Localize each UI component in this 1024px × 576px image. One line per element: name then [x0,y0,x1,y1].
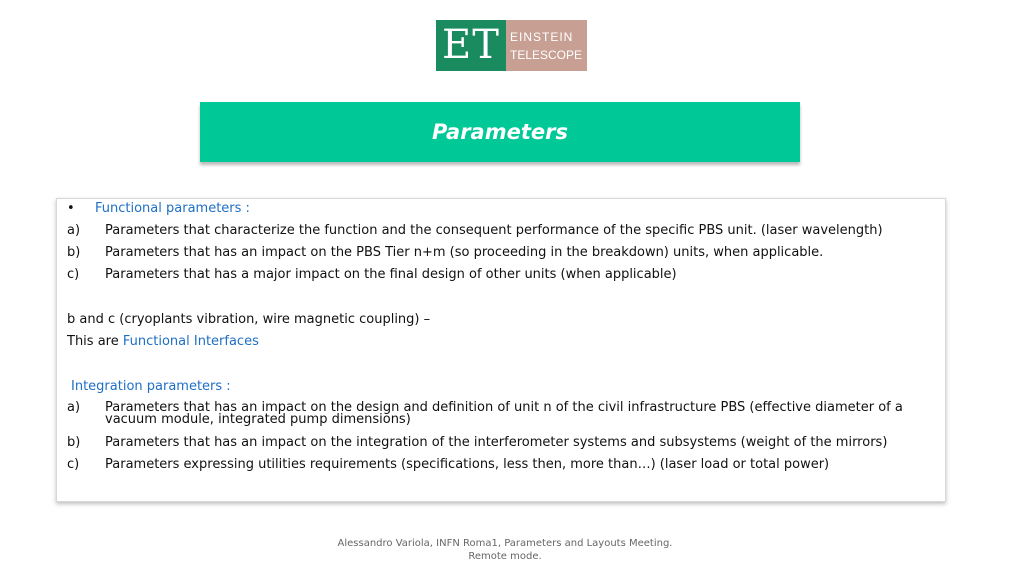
integration-item-a [67,402,907,426]
integration-heading [71,380,231,394]
item-label: a) [67,223,81,238]
footer [0,537,1010,563]
item-text: Parameters that characterize the function and the consequent performance of the specific PBS unit. (laser wavelength) [105,223,883,238]
bullet-icon: • [67,201,75,216]
title-bar [200,102,800,162]
integration-item-c [67,458,829,472]
footer-line-1: Alessandro Variola, INFN Roma1, Parameters and Layouts Meeting. [337,538,673,549]
integration-heading-text: Integration parameters : [71,379,231,394]
functional-item-b [67,246,823,260]
logo-wordmark [506,20,587,71]
item-text: Parameters that has an impact on the PBS Tier n+m (so proceeding in the breakdown) units, when applicable. [105,245,824,260]
item-label: b) [67,245,81,260]
note-line-2 [67,335,259,349]
item-label: a) [67,400,81,415]
item-label: c) [67,267,80,282]
item-label: b) [67,435,81,450]
functional-item-c [67,268,677,282]
item-label: c) [67,457,80,472]
logo-et-mark: ET [436,20,506,71]
item-text: Parameters that has an impact on the integration of the interferometer systems and subsystems (weight of the mirrors) [105,435,888,450]
page-title: Parameters [431,120,568,144]
functional-item-a [67,224,883,238]
einstein-telescope-logo [436,20,587,71]
content-box [56,198,946,502]
note-prefix: This are [67,334,123,349]
note-line-1: b and c (cryoplants vibration, wire magnetic coupling) – [67,312,431,327]
functional-heading: Functional parameters : [95,201,250,216]
item-text: Parameters expressing utilities requirements (specifications, less then, more than…) (laser load or total power) [105,457,830,472]
item-text: Parameters that has a major impact on the final design of other units (when applicable) [105,267,677,282]
functional-interfaces-text: Functional Interfaces [122,334,259,349]
functional-heading-line [67,202,250,216]
logo-line-einstein: EINSTEIN [510,29,574,44]
logo-line-telescope: TELESCOPE [510,47,583,62]
item-text: Parameters that has an impact on the design and definition of unit n of the civil infrastructure PBS (effective diameter of a vacuum module, integrated pump dimensions) [105,400,903,427]
integration-item-b [67,436,887,450]
footer-line-2: Remote mode. [468,551,542,562]
